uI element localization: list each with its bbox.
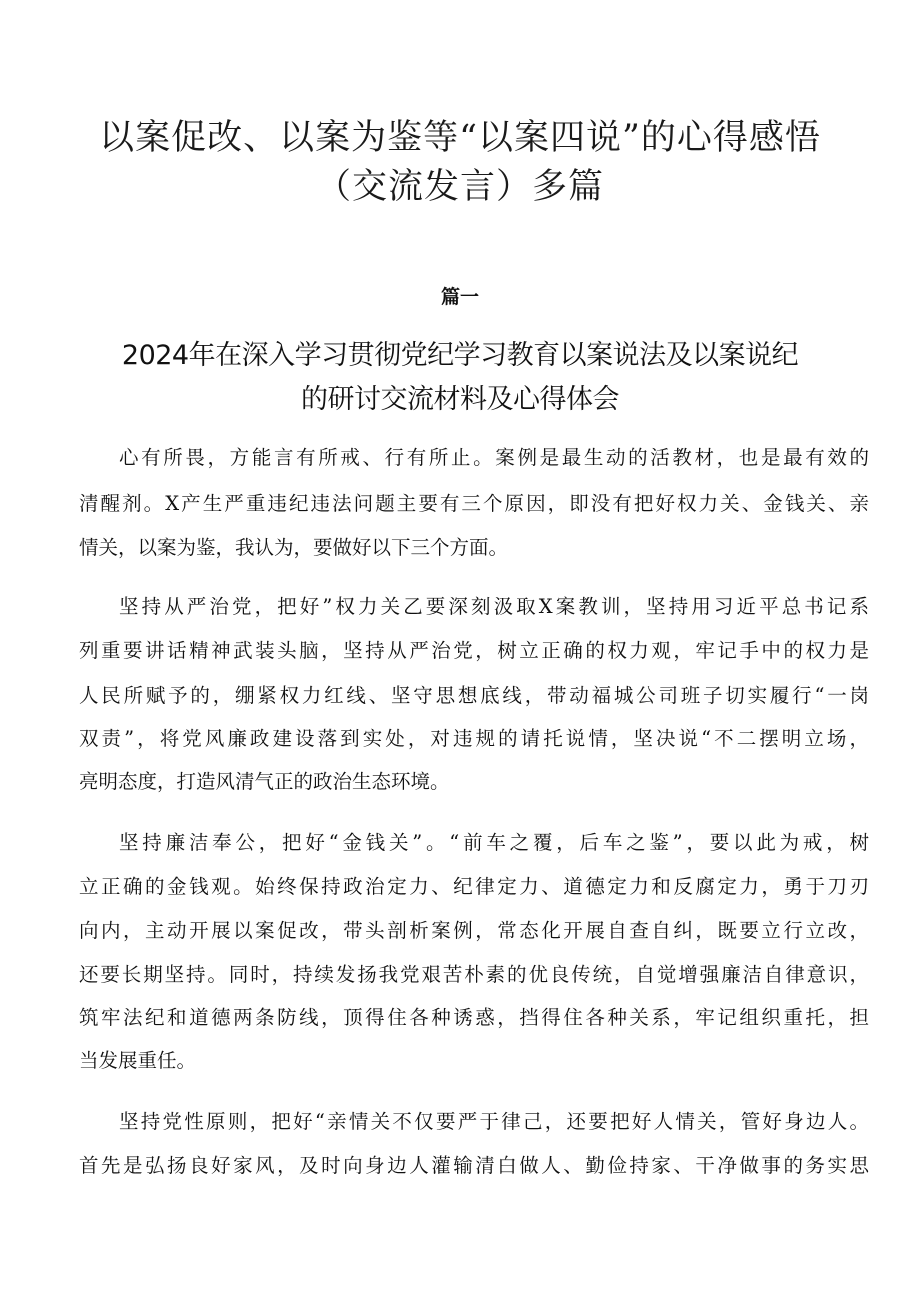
paragraph-2-line-2: 列重要讲话精神武装头脑，坚持从严治党，树立正确的权力观，牢记手中的权力是 — [79, 639, 869, 662]
article-title-line-2: 的研讨交流材料及心得体会 — [301, 384, 619, 415]
paragraph-3-line-4: 还要长期坚持。同时，持续发扬我党艰苦朴素的优良传统，自觉增强廉洁自律意识， — [79, 963, 869, 986]
paragraph-1-line-3: 情关，以案为鉴，我认为，要做好以下三个方面。 — [79, 536, 509, 559]
section-label: 篇一 — [440, 286, 479, 308]
paragraph-2-line-1: 坚持从严治党，把好”权力关乙要深刻汲取X案教训，坚持用习近平总书记系 — [119, 595, 869, 618]
paragraph-3-line-5: 筑牢法纪和道德两条防线，顶得住各种诱惑，挡得住各种关系，牢记组织重托，担 — [79, 1006, 869, 1029]
document-title-line-2: （交流发言）多篇 — [315, 167, 604, 207]
paragraph-2-line-3: 人民所赋予的，绷紧权力红线、坚守思想底线，带动福城公司班子切实履行“一岗 — [79, 684, 869, 707]
paragraph-3-line-2: 立正确的金钱观。始终保持政治定力、纪律定力、道德定力和反腐定力，勇于刀刃 — [79, 875, 869, 898]
article-title-line-1: 2024年在深入学习贯彻党纪学习教育以案说法及以案说纪 — [121, 340, 799, 371]
paragraph-2-line-4: 双责”，将党风廉政建设落到实处，对违规的请托说情，坚决说“不二摆明立场， — [79, 727, 869, 750]
document-title-line-1: 以案促改、以案为鉴等“以案四说”的心得感悟 — [99, 118, 821, 158]
paragraph-4-line-2: 首先是弘扬良好家风，及时向身边人灌输清白做人、勤俭持家、干净做事的务实思 — [79, 1154, 869, 1177]
paragraph-4-line-1: 坚持党性原则，把好“亲情关不仅要严于律己，还要把好人情关，管好身边人。 — [119, 1110, 869, 1133]
paragraph-3-line-1: 坚持廉洁奉公，把好“金钱关”。“前车之覆，后车之鉴”，要以此为戒，树 — [119, 831, 869, 854]
paragraph-1-line-2: 清醒剂。X产生严重违纪违法问题主要有三个原因，即没有把好权力关、金钱关、亲 — [79, 492, 869, 515]
paragraph-3-line-3: 向内，主动开展以案促改，带头剖析案例，常态化开展自查自纠，既要立行立改， — [79, 919, 869, 942]
paragraph-1-line-1: 心有所畏，方能言有所戒、行有所止。案例是最生动的活教材，也是最有效的 — [119, 446, 869, 469]
paragraph-3-line-6: 当发展重任。 — [79, 1049, 197, 1072]
paragraph-2-line-5: 亮明态度，打造风清气正的政治生态环境。 — [79, 770, 450, 793]
